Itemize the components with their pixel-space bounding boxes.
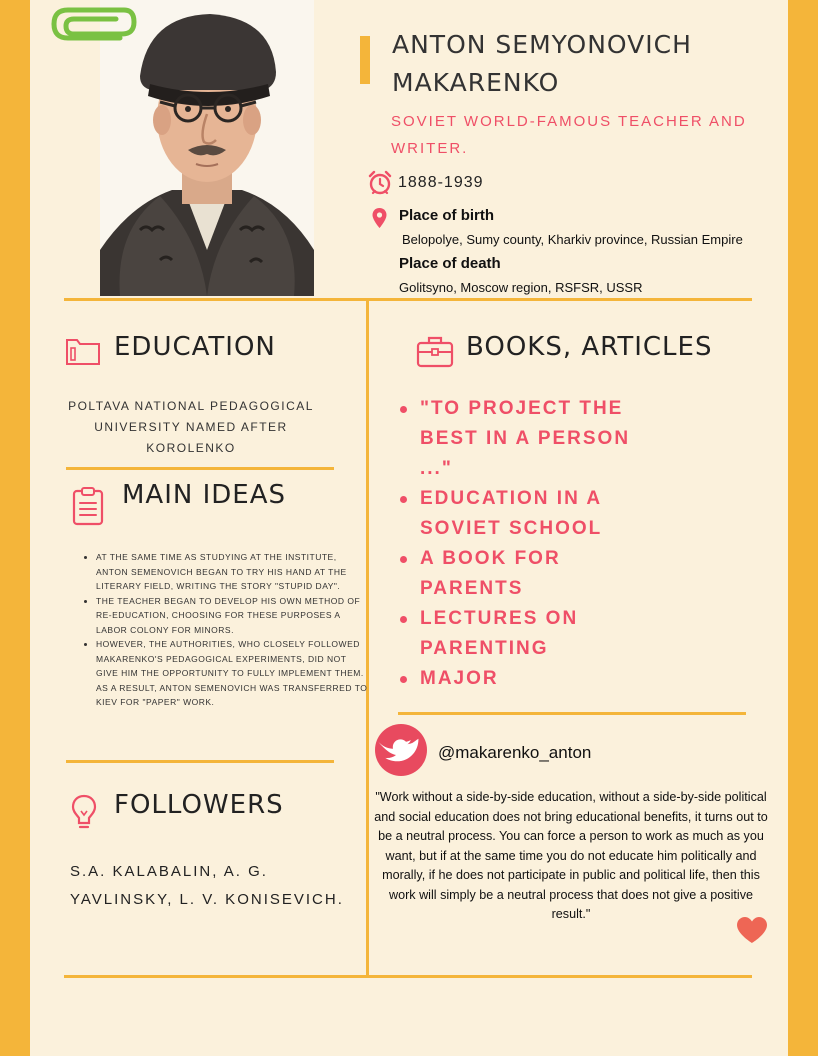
book-item: EDUCATION IN A SOVIET SCHOOL bbox=[420, 484, 660, 544]
clipboard-icon bbox=[71, 486, 105, 526]
person-subtitle: SOVIET WORLD-FAMOUS TEACHER AND WRITER. bbox=[391, 113, 747, 157]
person-name: ANTON SEMYONOVICH MAKARENKO bbox=[392, 30, 692, 97]
twitter-handle[interactable]: @makarenko_anton bbox=[438, 743, 592, 762]
title-accent-bar bbox=[360, 36, 370, 84]
right-accent-stripe bbox=[788, 0, 818, 1056]
main-ideas-list bbox=[80, 550, 368, 710]
book-item: "TO PROJECT THE BEST IN A PERSON ..." bbox=[420, 394, 660, 484]
book-item: MAJOR bbox=[420, 664, 660, 694]
book-item: LECTURES ON PARENTING bbox=[420, 604, 660, 664]
books-list bbox=[398, 394, 660, 694]
followers-title: FOLLOWERS bbox=[114, 790, 284, 820]
followers-text: S.A. KALABALIN, A. G. YAVLINSKY, L. V. KONISEVICH. bbox=[70, 863, 344, 908]
education-divider bbox=[66, 467, 334, 470]
death-value: Golitsyno, Moscow region, RSFSR, USSR bbox=[399, 280, 643, 295]
header-divider bbox=[64, 298, 752, 301]
briefcase-icon bbox=[416, 334, 454, 368]
location-pin-icon bbox=[372, 208, 387, 228]
quote-text: "Work without a side-by-side education, without a side-by-side political and social education does not bring educational benefits, it turns out to be a neutral process. You can force a person to work as much as you want, but if at the same time you do not educate him politically and morally, if he does not participate in public and political life, then this work will simply be a neutral process that does not give a positive result." bbox=[374, 790, 768, 921]
portrait bbox=[100, 0, 314, 296]
ideas-divider bbox=[66, 760, 334, 763]
lightbulb-icon bbox=[70, 793, 98, 831]
books-divider bbox=[398, 712, 746, 715]
twitter-badge[interactable] bbox=[375, 724, 427, 776]
alarm-clock-icon bbox=[368, 170, 392, 196]
left-accent-stripe bbox=[0, 0, 30, 1056]
birth-value: Belopolye, Sumy county, Kharkiv province, Russian Empire bbox=[402, 232, 743, 247]
twitter-bird-icon bbox=[375, 724, 427, 776]
education-text: POLTAVA NATIONAL PEDAGOGICAL UNIVERSITY NAMED AFTER KOROLENKO bbox=[68, 399, 314, 455]
main-idea-item: • HOWEVER, THE AUTHORITIES, WHO CLOSELY FOLLOWED MAKARENKO'S PEDAGOGICAL EXPERIMENTS, DID NOT GIVE HIM THE OPPORTUNITY TO FULLY IMPLEMENT THEM. AS A RESULT, ANTON SEMENOVICH WAS TRANSFERRED TO KIEV FOR "PAPER" WORK. bbox=[96, 637, 368, 710]
paperclip-icon bbox=[46, 4, 140, 44]
death-label: Place of death bbox=[399, 255, 501, 272]
heart-icon bbox=[736, 916, 768, 944]
main-idea-item: • AT THE SAME TIME AS STUDYING AT THE INSTITUTE, ANTON SEMENOVICH BEGAN TO TRY HIS HAND AT THE LITERARY FIELD, WRITING THE STORY "STUPID DAY". bbox=[96, 550, 368, 594]
book-item: A BOOK FOR PARENTS bbox=[420, 544, 660, 604]
education-title: EDUCATION bbox=[114, 332, 276, 362]
books-title: BOOKS, ARTICLES bbox=[466, 332, 713, 362]
life-years: 1888-1939 bbox=[398, 174, 484, 191]
folder-icon bbox=[65, 336, 101, 366]
footer-divider bbox=[64, 975, 752, 978]
main-idea-item: • THE TEACHER BEGAN TO DEVELOP HIS OWN METHOD OF RE-EDUCATION, CHOOSING FOR THESE PURPOSES A LABOR COLONY FOR MINORS. bbox=[96, 594, 368, 638]
main-ideas-title: MAIN IDEAS bbox=[122, 480, 287, 510]
birth-label: Place of birth bbox=[399, 207, 495, 224]
